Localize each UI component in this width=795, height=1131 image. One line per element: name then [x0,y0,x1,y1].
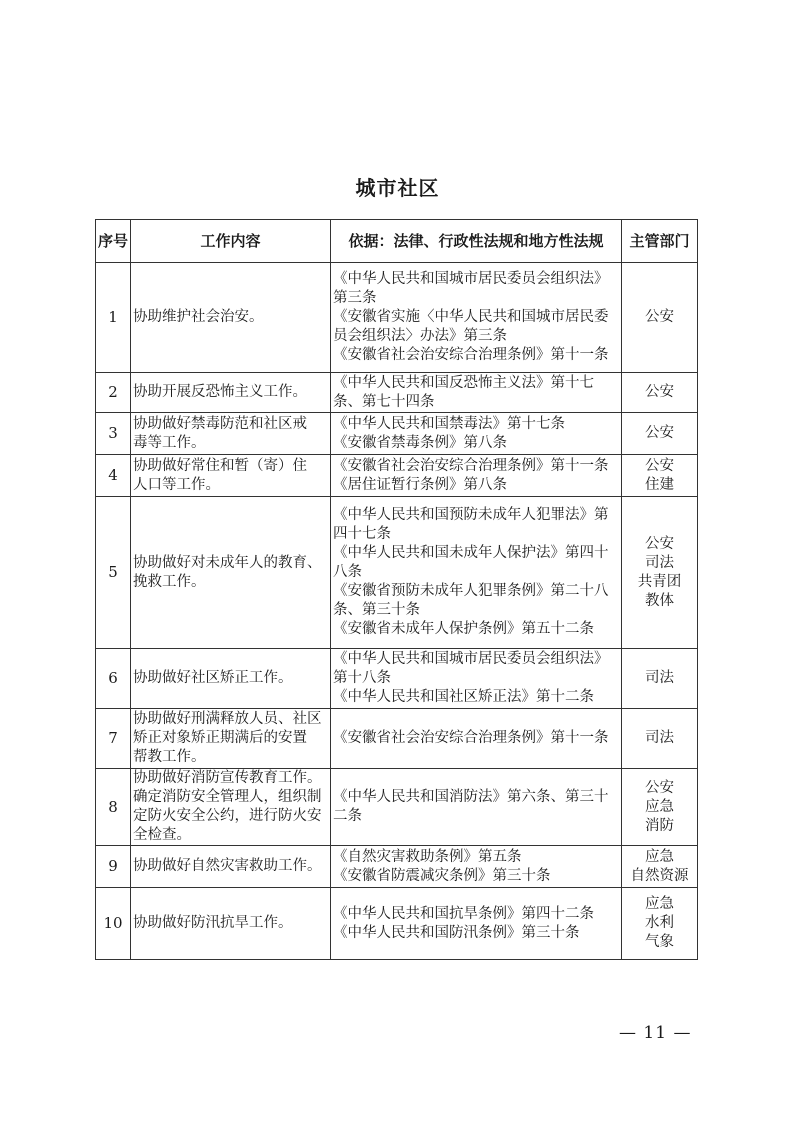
task-text: 矫正对象矫正期满后的安置 [133,730,307,746]
task-text: 帮教工作。 [133,749,206,765]
dept-text: 消防 [645,817,674,834]
header-basis: 依据：法律、行政性法规和地方性法规 [331,220,622,263]
dept-text: 气象 [645,934,674,950]
row-number: 1 [96,263,131,373]
row-number: 8 [96,769,131,846]
basis-text: 二条 [333,808,362,824]
dept-cell [622,769,698,846]
dept-text: 教体 [645,592,674,609]
task-cell [131,649,331,709]
dept-text: 司法 [645,554,674,571]
page-title: 城市社区 [355,176,440,200]
task-text: 协助做好禁毒防范和社区戒 [133,415,307,432]
basis-cell [331,649,622,709]
basis-cell [331,455,622,497]
header-dept: 主管部门 [622,220,698,263]
basis-text: 《中华人民共和国反恐怖主义法》第十七 [333,374,594,391]
row-number: 5 [96,497,131,649]
dept-cell [622,846,698,888]
task-cell [131,413,331,455]
basis-cell [331,709,622,769]
dept-text: 公安 [645,425,674,441]
row-number: 4 [96,455,131,497]
basis-text: 《中华人民共和国社区矫正法》第十二条 [333,689,594,705]
basis-cell [331,888,622,960]
task-text: 协助做好对未成年人的教育、 [133,554,322,571]
task-text: 人口等工作。 [133,476,220,493]
basis-text: 条、第三十条 [333,602,420,618]
basis-cell [331,413,622,455]
dept-cell [622,888,698,960]
task-text: 挽救工作。 [133,573,206,590]
table-header-row [96,220,698,263]
basis-text: 条、第七十四条 [333,393,435,410]
task-text: 定防火安全公约，进行防火安 [133,808,322,824]
dept-text: 住建 [645,476,674,493]
table-row [96,649,698,709]
table-row [96,769,698,846]
basis-cell [331,373,622,413]
basis-text: 《居住证暂行条例》第八条 [333,476,507,493]
dept-text: 司法 [645,670,674,686]
header-task: 工作内容 [131,220,331,263]
basis-cell [331,497,622,649]
table-row [96,413,698,455]
dept-cell [622,497,698,649]
dept-cell [622,413,698,455]
table-row [96,373,698,413]
table-row [96,888,698,960]
task-text: 协助开展反恐怖主义工作。 [133,384,307,400]
task-text: 协助做好自然灾害救助工作。 [133,858,322,874]
basis-text: 《安徽省预防未成年人犯罪条例》第二十八 [333,583,609,599]
table-row [96,497,698,649]
basis-text: 第十八条 [333,670,391,686]
dept-text: 应急 [645,896,674,912]
basis-text: 员会组织法〉办法》第三条 [333,328,507,344]
basis-text: 《中华人民共和国未成年人保护法》第四十 [333,545,609,561]
basis-text: 《中华人民共和国预防未成年人犯罪法》第 [333,507,609,523]
task-cell [131,846,331,888]
dept-text: 公安 [645,309,674,325]
basis-cell [331,263,622,373]
task-cell [131,497,331,649]
basis-text: 《中华人民共和国抗旱条例》第四十二条 [333,905,594,922]
task-cell [131,888,331,960]
task-cell [131,455,331,497]
basis-text: 《中华人民共和国防汛条例》第三十条 [333,924,580,941]
dept-text: 应急 [645,798,674,815]
table-row [96,263,698,373]
basis-text: 《自然灾害救助条例》第五条 [333,848,522,865]
table-body [96,263,698,960]
dept-cell [622,373,698,413]
regulations-table [95,219,698,960]
basis-text: 《中华人民共和国消防法》第六条、第三十 [333,789,609,805]
task-text: 协助做好常住和暂（寄）住 [133,457,307,474]
basis-text: 《安徽省社会治安综合治理条例》第十一条 [333,457,609,474]
task-text: 协助做好社区矫正工作。 [133,670,293,686]
basis-text: 《安徽省社会治安综合治理条例》第十一条 [333,730,609,746]
basis-text: 《中华人民共和国城市居民委员会组织法》 [333,651,609,667]
dept-text: 应急 [645,848,674,865]
basis-text: 《安徽省未成年人保护条例》第五十二条 [333,621,594,637]
dept-text: 公安 [645,457,674,474]
task-text: 全检查。 [133,827,191,843]
basis-text: 《中华人民共和国城市居民委员会组织法》 [333,271,609,287]
row-number: 2 [96,373,131,413]
task-text: 协助做好刑满释放人员、社区 [133,711,322,727]
dept-text: 公安 [645,384,674,400]
dept-cell [622,709,698,769]
dept-cell [622,649,698,709]
table-row [96,455,698,497]
row-number: 7 [96,709,131,769]
task-text: 协助做好消防宣传教育工作。 [133,770,322,786]
task-cell [131,769,331,846]
basis-text: 《中华人民共和国禁毒法》第十七条 [333,415,565,432]
table-row [96,709,698,769]
task-text: 协助做好防汛抗旱工作。 [133,915,293,931]
basis-text: 《安徽省社会治安综合治理条例》第十一条 [333,347,609,363]
task-cell [131,709,331,769]
row-number: 10 [96,888,131,960]
basis-cell [331,846,622,888]
row-number: 9 [96,846,131,888]
basis-text: 第三条 [333,290,377,306]
task-text: 协助维护社会治安。 [133,309,264,325]
table-row [96,846,698,888]
dept-text: 共青团 [637,573,682,590]
dept-cell [622,455,698,497]
basis-text: 《安徽省防震减灾条例》第三十条 [333,867,551,884]
header-no: 序号 [96,220,131,263]
task-cell [131,373,331,413]
basis-text: 《安徽省实施〈中华人民共和国城市居民委 [333,309,609,325]
task-text: 毒等工作。 [133,434,206,451]
page-number: — 11 — [619,1023,692,1043]
dept-cell [622,263,698,373]
basis-text: 四十七条 [333,526,391,542]
basis-cell [331,769,622,846]
dept-text: 水利 [645,915,674,931]
dept-text: 自然资源 [630,867,689,884]
dept-text: 公安 [645,779,674,796]
dept-text: 公安 [645,535,674,552]
row-number: 3 [96,413,131,455]
row-number: 6 [96,649,131,709]
task-text: 确定消防安全管理人，组织制 [133,789,322,805]
basis-text: 《安徽省禁毒条例》第八条 [333,434,507,451]
task-cell [131,263,331,373]
basis-text: 八条 [333,564,362,580]
dept-text: 司法 [645,730,674,746]
